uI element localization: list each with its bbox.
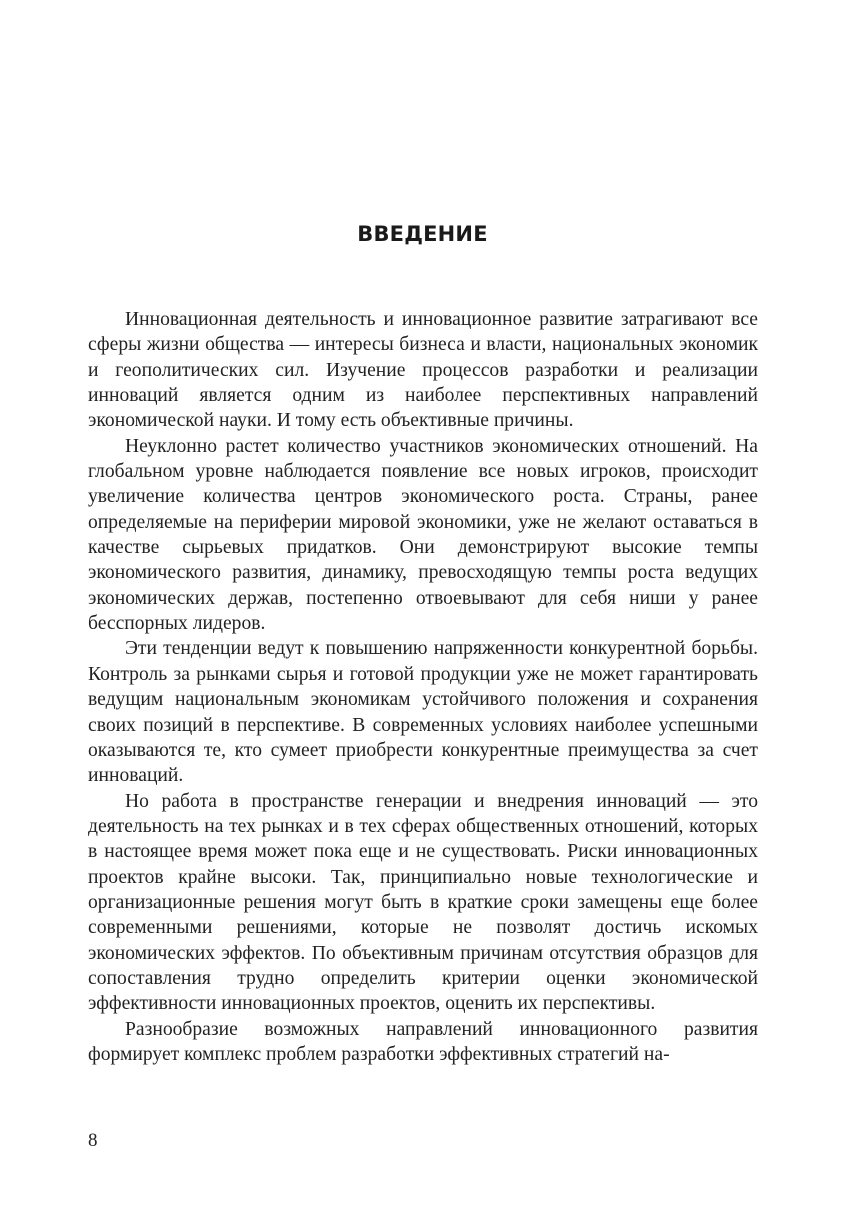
paragraph-2: Неуклонно растет количество участников экономических отношений. На глобальном уровне наблюдается появление все новых игроков, происходит увеличение количества центров экономического роста. Страны, ранее определяемые на периферии мировой экономики, уже не желают оставаться в качестве сырьевых придатков. Они демонстрируют высокие темпы экономического развития, динамику, превосходящую темпы роста ведущих экономических держав, постепенно отвоевывают для себя ниши у ранее бесспорных лидеров. [88, 435, 758, 635]
paragraph-3: Эти тенденции ведут к повышению напряженности конкурентной борьбы. Контроль за рынками сырья и готовой продукции уже не может гарантировать ведущим национальным экономикам устойчивого положения и сохранения своих позиций в перспективе. В современных условиях наиболее успешными оказываются те, кто сумеет приобрести конкурентные преимущества за счет инноваций. [88, 638, 758, 787]
paragraph-4: Но работа в пространстве генерации и внедрения инноваций — это деятельность на тех рынках и в тех сферах общественных отношений, которых в настоящее время может пока еще и не существовать. Риски инновационных проектов крайне высоки. Так, принципиально новые технологические и организационные решения могут быть в краткие сроки замещены еще более современными решениями, которые не позволят достичь искомых экономических эффектов. По объективным причинам отсутствия образцов для сопоставления трудно определить критерии оценки экономической эффективности инновационных проектов, оценить их перспективы. [88, 790, 758, 1015]
paragraph-1: Инновационная деятельность и инновационное развитие затрагивают все сферы жизни общества — интересы бизнеса и власти, национальных экономик и геополитических сил. Изучение процессов разработки и реализации инноваций является одним из наиболее перспективных направлений экономической науки. И тому есть объективные причины. [88, 309, 758, 432]
page-number: 8 [88, 1130, 98, 1151]
paragraph-5: Разнообразие возможных направлений инновационного развития формирует комплекс проблем разработки эффективных стратегий на- [88, 1018, 758, 1065]
body-text [88, 307, 758, 1067]
chapter-heading: ВВЕДЕНИЕ [357, 222, 488, 246]
